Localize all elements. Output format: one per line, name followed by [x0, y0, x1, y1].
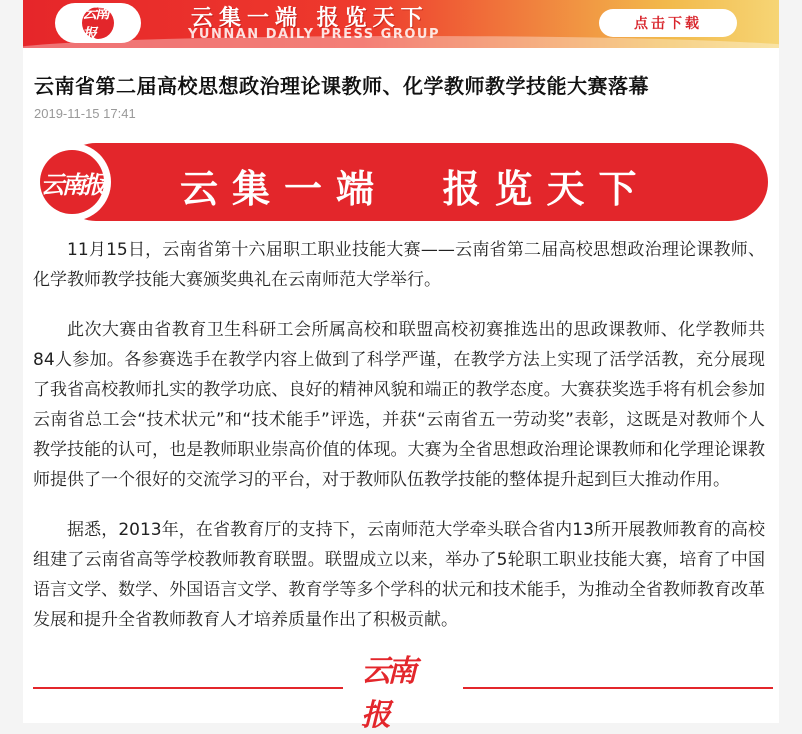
paragraph: 据悉，2013年，在省教育厅的支持下，云南师范大学牵头联合省内13所开展教师教育的高校组建了云南省高等学校教师教育联盟。联盟成立以来，举办了5轮职工职业技能大赛，培育了中国语言文学、数学、外国语言文学、教育学等多个学科的状元和技术能手，为推动全省教师教育改革发展和提升全省教师教育人才培养质量作出了积极贡献。	[33, 520, 765, 630]
article-body	[23, 221, 779, 635]
app-logo	[55, 3, 141, 43]
banner-logo-text: 云南报	[40, 169, 104, 199]
footer-logo-text: 云南报	[361, 654, 413, 733]
logo-seal-text: 云南报	[82, 4, 109, 43]
paragraph: 此次大赛由省教育卫生科研工会所属高校和联盟高校初赛推选出的思政课教师、化学教师共84人参加。各参赛选手在教学内容上做到了科学严谨，在教学方法上实现了活学活教，充分展现了我省高校教师扎实的教学功底、良好的精神风貌和端正的教学态度。大赛获奖选手将有机会参加云南省总工会“技术状元”和“技术能手”评选，并获“云南省五一劳动奖”表彰，这既是对教师个人教学技能的认可，也是教师职业崇高价值的体现。大赛为全省思想政治理论课教师和化学理论课教师提供了一个很好的交流学习的平台，对于教师队伍教学技能的整体提升起到巨大推动作用。	[33, 320, 765, 490]
download-button[interactable]: 点击下载	[599, 9, 737, 37]
divider-line-left	[33, 687, 343, 689]
banner-slogan: 云集一端 报览天下	[191, 6, 429, 31]
logo-seal-icon	[82, 4, 114, 43]
publish-time: 2019-11-15 17:41	[34, 106, 136, 121]
paragraph: 11月15日，云南省第十六届职工职业技能大赛——云南省第二届高校思想政治理论课教师、化学教师教学技能大赛颁奖典礼在云南师范大学举行。	[33, 240, 765, 290]
article-page	[23, 0, 779, 733]
banner-image-slogan: 云集一端 报览天下	[180, 167, 651, 211]
app-download-banner[interactable]	[23, 0, 779, 48]
divider-line-right	[463, 687, 773, 689]
footer-divider	[23, 645, 779, 733]
article-banner-image	[33, 143, 768, 221]
banner-subtitle: YUNNAN DAILY PRESS GROUP	[188, 27, 440, 42]
footer-logo-icon	[361, 654, 431, 733]
article-title: 云南省第二届高校思想政治理论课教师、化学教师教学技能大赛落幕	[34, 74, 649, 98]
banner-logo-icon	[33, 143, 111, 221]
